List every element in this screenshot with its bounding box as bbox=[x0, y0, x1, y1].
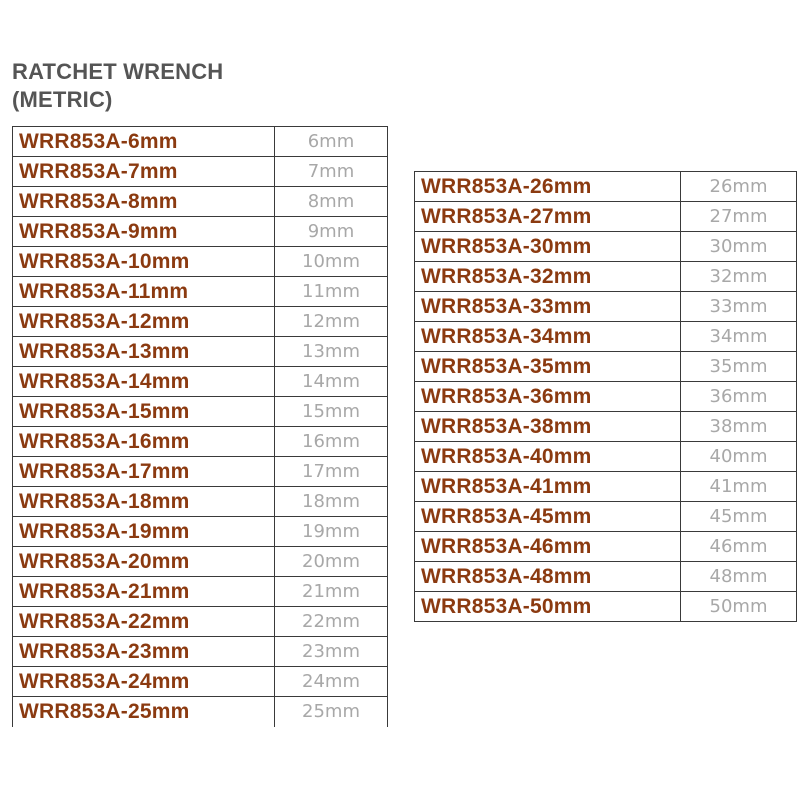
size-cell: 26mm bbox=[681, 172, 797, 202]
table-row bbox=[415, 292, 797, 322]
part-number-cell: WRR853A-10mm bbox=[13, 247, 275, 277]
size-cell: 17mm bbox=[275, 457, 388, 487]
part-number-cell: WRR853A-46mm bbox=[415, 532, 681, 562]
table-row bbox=[13, 697, 388, 727]
size-cell: 15mm bbox=[275, 397, 388, 427]
size-cell: 20mm bbox=[275, 547, 388, 577]
part-number-cell: WRR853A-33mm bbox=[415, 292, 681, 322]
table-row bbox=[415, 202, 797, 232]
size-cell: 50mm bbox=[681, 592, 797, 622]
size-cell: 23mm bbox=[275, 637, 388, 667]
part-number-cell: WRR853A-41mm bbox=[415, 472, 681, 502]
table-row bbox=[415, 502, 797, 532]
table-row bbox=[13, 157, 388, 187]
table-row bbox=[415, 322, 797, 352]
table-row bbox=[13, 457, 388, 487]
part-number-cell: WRR853A-34mm bbox=[415, 322, 681, 352]
size-cell: 30mm bbox=[681, 232, 797, 262]
part-number-cell: WRR853A-32mm bbox=[415, 262, 681, 292]
part-number-cell: WRR853A-21mm bbox=[13, 577, 275, 607]
right-spec-table bbox=[414, 171, 797, 622]
table-row bbox=[415, 412, 797, 442]
table-row bbox=[13, 547, 388, 577]
table-row bbox=[13, 427, 388, 457]
part-number-cell: WRR853A-8mm bbox=[13, 187, 275, 217]
table-row bbox=[415, 172, 797, 202]
page-title bbox=[12, 58, 223, 114]
table-row bbox=[13, 667, 388, 697]
table-row bbox=[13, 637, 388, 667]
size-cell: 33mm bbox=[681, 292, 797, 322]
size-cell: 10mm bbox=[275, 247, 388, 277]
table-row bbox=[13, 577, 388, 607]
part-number-cell: WRR853A-35mm bbox=[415, 352, 681, 382]
part-number-cell: WRR853A-40mm bbox=[415, 442, 681, 472]
size-cell: 34mm bbox=[681, 322, 797, 352]
table-row bbox=[13, 337, 388, 367]
part-number-cell: WRR853A-18mm bbox=[13, 487, 275, 517]
table-row bbox=[415, 382, 797, 412]
table-row bbox=[415, 472, 797, 502]
table-row bbox=[415, 352, 797, 382]
part-number-cell: WRR853A-7mm bbox=[13, 157, 275, 187]
size-cell: 22mm bbox=[275, 607, 388, 637]
size-cell: 9mm bbox=[275, 217, 388, 247]
part-number-cell: WRR853A-13mm bbox=[13, 337, 275, 367]
size-cell: 40mm bbox=[681, 442, 797, 472]
part-number-cell: WRR853A-26mm bbox=[415, 172, 681, 202]
size-cell: 21mm bbox=[275, 577, 388, 607]
size-cell: 19mm bbox=[275, 517, 388, 547]
part-number-cell: WRR853A-23mm bbox=[13, 637, 275, 667]
part-number-cell: WRR853A-24mm bbox=[13, 667, 275, 697]
part-number-cell: WRR853A-17mm bbox=[13, 457, 275, 487]
table-row bbox=[13, 397, 388, 427]
size-cell: 25mm bbox=[275, 697, 388, 727]
table-row bbox=[415, 532, 797, 562]
table-row bbox=[13, 307, 388, 337]
part-number-cell: WRR853A-14mm bbox=[13, 367, 275, 397]
size-cell: 6mm bbox=[275, 127, 388, 157]
size-cell: 27mm bbox=[681, 202, 797, 232]
part-number-cell: WRR853A-16mm bbox=[13, 427, 275, 457]
table-row bbox=[13, 367, 388, 397]
right-spec-table-body bbox=[415, 172, 797, 622]
size-cell: 7mm bbox=[275, 157, 388, 187]
size-cell: 48mm bbox=[681, 562, 797, 592]
part-number-cell: WRR853A-25mm bbox=[13, 697, 275, 727]
left-spec-table-body bbox=[13, 127, 388, 727]
size-cell: 8mm bbox=[275, 187, 388, 217]
part-number-cell: WRR853A-50mm bbox=[415, 592, 681, 622]
size-cell: 24mm bbox=[275, 667, 388, 697]
part-number-cell: WRR853A-9mm bbox=[13, 217, 275, 247]
part-number-cell: WRR853A-30mm bbox=[415, 232, 681, 262]
part-number-cell: WRR853A-15mm bbox=[13, 397, 275, 427]
size-cell: 41mm bbox=[681, 472, 797, 502]
size-cell: 16mm bbox=[275, 427, 388, 457]
size-cell: 32mm bbox=[681, 262, 797, 292]
part-number-cell: WRR853A-12mm bbox=[13, 307, 275, 337]
size-cell: 14mm bbox=[275, 367, 388, 397]
table-row bbox=[13, 607, 388, 637]
part-number-cell: WRR853A-20mm bbox=[13, 547, 275, 577]
size-cell: 11mm bbox=[275, 277, 388, 307]
table-row bbox=[415, 262, 797, 292]
table-row bbox=[13, 127, 388, 157]
size-cell: 18mm bbox=[275, 487, 388, 517]
table-row bbox=[415, 232, 797, 262]
size-cell: 46mm bbox=[681, 532, 797, 562]
title-line-2: (METRIC) bbox=[12, 87, 113, 112]
title-line-1: RATCHET WRENCH bbox=[12, 59, 224, 84]
part-number-cell: WRR853A-27mm bbox=[415, 202, 681, 232]
left-spec-table bbox=[12, 126, 388, 727]
part-number-cell: WRR853A-48mm bbox=[415, 562, 681, 592]
size-cell: 13mm bbox=[275, 337, 388, 367]
part-number-cell: WRR853A-11mm bbox=[13, 277, 275, 307]
part-number-cell: WRR853A-38mm bbox=[415, 412, 681, 442]
size-cell: 45mm bbox=[681, 502, 797, 532]
size-cell: 38mm bbox=[681, 412, 797, 442]
size-cell: 35mm bbox=[681, 352, 797, 382]
table-row bbox=[415, 562, 797, 592]
table-row bbox=[13, 517, 388, 547]
table-row bbox=[13, 187, 388, 217]
part-number-cell: WRR853A-6mm bbox=[13, 127, 275, 157]
part-number-cell: WRR853A-22mm bbox=[13, 607, 275, 637]
table-row bbox=[13, 217, 388, 247]
part-number-cell: WRR853A-45mm bbox=[415, 502, 681, 532]
size-cell: 36mm bbox=[681, 382, 797, 412]
table-row bbox=[13, 247, 388, 277]
part-number-cell: WRR853A-19mm bbox=[13, 517, 275, 547]
table-row bbox=[13, 487, 388, 517]
size-cell: 12mm bbox=[275, 307, 388, 337]
table-row bbox=[13, 277, 388, 307]
table-row bbox=[415, 442, 797, 472]
table-row bbox=[415, 592, 797, 622]
part-number-cell: WRR853A-36mm bbox=[415, 382, 681, 412]
